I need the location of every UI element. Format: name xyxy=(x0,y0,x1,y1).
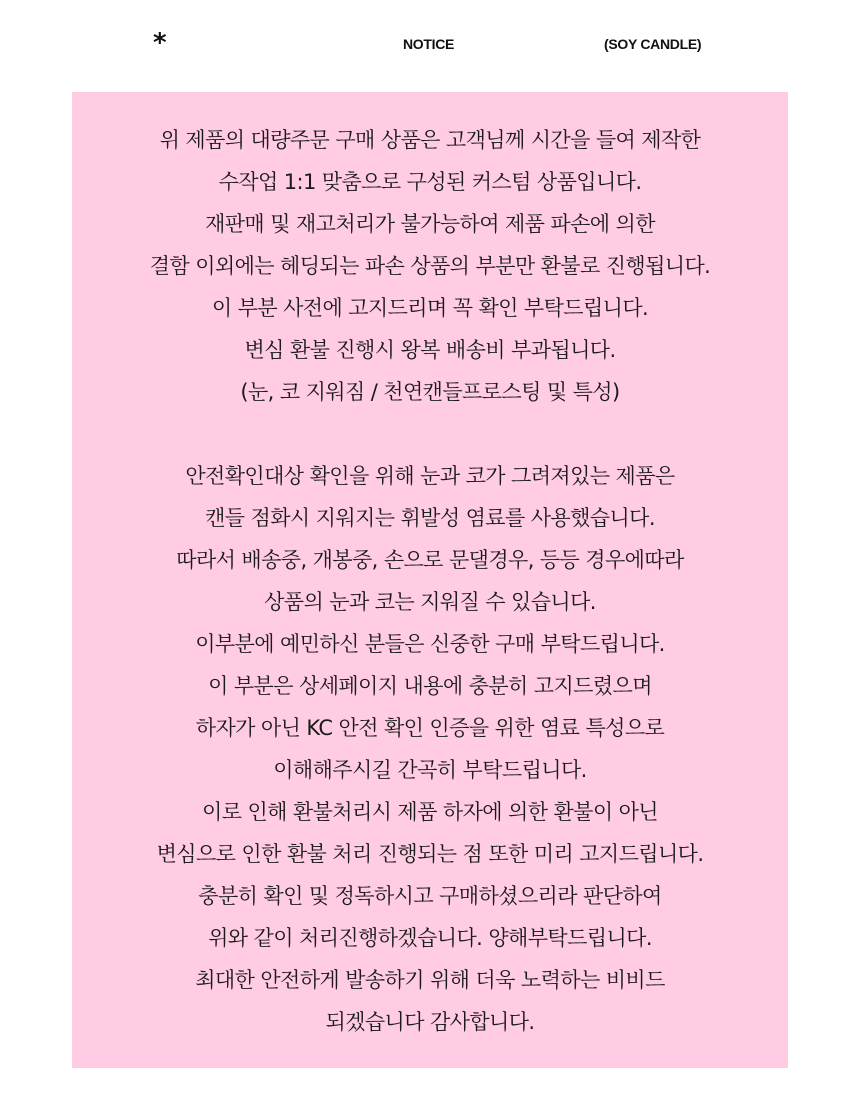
notice-line: 따라서 배송중, 개봉중, 손으로 문댈경우, 등등 경우에따라 xyxy=(176,548,684,572)
notice-line: 변심 환불 진행시 왕복 배송비 부과됩니다. xyxy=(244,338,616,362)
notice-line: 최대한 안전하게 발송하기 위해 더욱 노력하는 비비드 xyxy=(195,968,665,992)
product-label: (SOY CANDLE) xyxy=(604,36,702,52)
notice-line: 이 부분 사전에 고지드리며 꼭 확인 부탁드립니다. xyxy=(211,296,649,320)
notice-title: NOTICE xyxy=(403,36,455,52)
notice-line: 안전확인대상 확인을 위해 눈과 코가 그려져있는 제품은 xyxy=(185,464,675,488)
notice-line: (눈, 코 지워짐 / 천연캔들프로스팅 및 특성) xyxy=(240,380,620,404)
notice-line: 결함 이외에는 헤딩되는 파손 상품의 부분만 환불로 진행됩니다. xyxy=(149,254,711,278)
notice-line: 이로 인해 환불처리시 제품 하자에 의한 환불이 아닌 xyxy=(202,800,658,824)
notice-line: 충분히 확인 및 정독하시고 구매하셨으리라 판단하여 xyxy=(198,884,662,908)
notice-line: 하자가 아닌 KC 안전 확인 인증을 위한 염료 특성으로 xyxy=(195,716,665,740)
notice-line: 되겠습니다 감사합니다. xyxy=(325,1010,535,1034)
notice-line: 변심으로 인한 환불 처리 진행되는 점 또한 미리 고지드립니다. xyxy=(156,842,704,866)
page-header xyxy=(0,0,860,90)
notice-line: 재판매 및 재고처리가 불가능하여 제품 파손에 의한 xyxy=(205,212,655,236)
notice-line: 캔들 점화시 지워지는 휘발성 염료를 사용했습니다. xyxy=(205,506,655,530)
notice-line: 위 제품의 대량주문 구매 상품은 고객님께 시간을 들여 제작한 xyxy=(159,128,701,152)
notice-panel xyxy=(72,92,788,1068)
notice-line: 위와 같이 처리진행하겠습니다. 양해부탁드립니다. xyxy=(208,926,652,950)
notice-paragraph-safety xyxy=(72,455,788,1043)
notice-line: 수작업 1:1 맞춤으로 구성된 커스텀 상품입니다. xyxy=(218,170,642,194)
asterisk-mark-icon: * xyxy=(153,28,167,58)
notice-paragraph-refund xyxy=(72,119,788,413)
notice-line: 상품의 눈과 코는 지워질 수 있습니다. xyxy=(264,590,596,614)
notice-line: 이부분에 예민하신 분들은 신중한 구매 부탁드립니다. xyxy=(195,632,665,656)
notice-line: 이해해주시길 간곡히 부탁드립니다. xyxy=(273,758,587,782)
notice-line: 이 부분은 상세페이지 내용에 충분히 고지드렸으며 xyxy=(208,674,652,698)
